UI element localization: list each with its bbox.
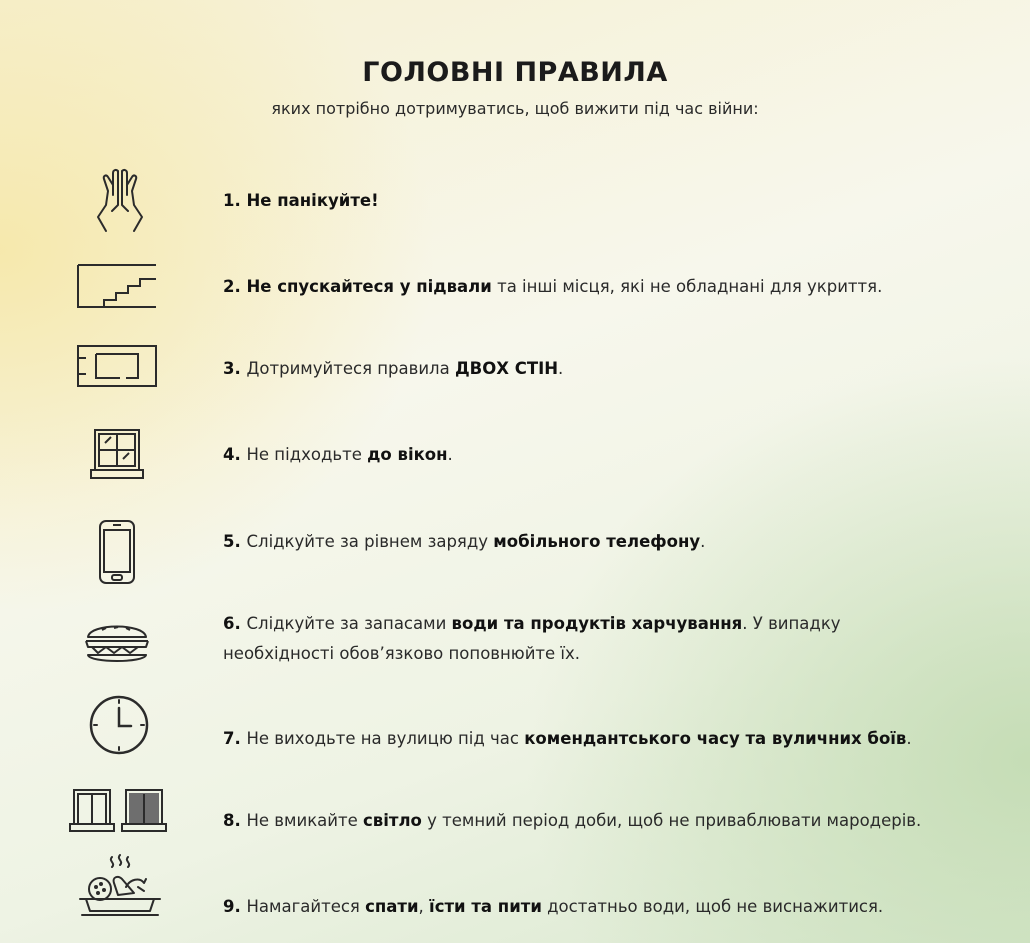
window-icon — [89, 427, 145, 481]
rule-text-bold: 7. — [223, 729, 247, 748]
rule-7 — [223, 724, 1003, 754]
rule-text: Дотримуйтеся правила — [246, 359, 455, 378]
rule-text: . — [906, 729, 912, 748]
rule-text: достатньо води, щоб не виснажитися. — [541, 897, 884, 916]
rule-3 — [223, 354, 1003, 384]
rule-text: , — [418, 897, 430, 916]
rule-text: . — [447, 445, 453, 464]
rule-text-bold: їсти та пити — [429, 897, 542, 916]
rule-text-bold: води та продуктів харчування — [451, 614, 743, 633]
hot-meal-icon — [78, 853, 162, 919]
rule-text-line — [223, 639, 1003, 669]
rule-text-bold: 6. — [223, 614, 247, 633]
rule-text-bold: спати — [365, 897, 419, 916]
rule-text: Намагайтеся — [246, 897, 366, 916]
rule-text-bold: 1. — [223, 191, 247, 210]
page-subtitle: яких потрібно дотримуватись, щоб вижити під час війни: — [271, 99, 759, 118]
mobile-phone-icon — [98, 519, 138, 585]
rule-text-bold: світло — [363, 811, 422, 830]
clock-icon — [88, 694, 150, 756]
rule-text-bold: ДВОХ СТІН — [454, 359, 559, 378]
rule-text-bold: 5. — [223, 532, 247, 551]
rule-text-bold: мобільного телефону — [493, 532, 701, 551]
basement-stairs-icon — [76, 263, 158, 309]
rule-text-bold: Не спускайтеся у підвали — [246, 277, 492, 296]
rule-text: Слідкуйте за рівнем заряду — [246, 532, 494, 551]
rule-text: у темний період доби, щоб не приваблювати мародерів. — [421, 811, 922, 830]
praying-hands-icon — [92, 165, 148, 235]
rule-text: Не підходьте — [246, 445, 368, 464]
light-switch-windows-icon — [68, 787, 168, 833]
rule-text: Не вмикайте — [246, 811, 364, 830]
two-walls-icon — [76, 344, 158, 388]
rule-text-bold: до вікон — [367, 445, 448, 464]
sandwich-icon — [84, 617, 150, 665]
rule-6 — [223, 609, 1003, 669]
rule-text-bold: 8. — [223, 811, 247, 830]
rule-5 — [223, 527, 1003, 557]
rule-text-bold: Не панікуйте! — [246, 191, 379, 210]
rule-text: Не виходьте на вулицю під час — [246, 729, 525, 748]
rule-9 — [223, 892, 1003, 922]
rule-text-bold: комендантського часу та вуличних боїв — [524, 729, 907, 748]
rule-text-line — [223, 609, 1003, 639]
rule-text: та інші місця, які не обладнані для укриття. — [491, 277, 883, 296]
rule-4 — [223, 440, 1003, 470]
rule-text: . — [558, 359, 564, 378]
rule-text-bold: 9. — [223, 897, 247, 916]
rule-text-bold: 4. — [223, 445, 247, 464]
rule-1 — [223, 186, 1003, 216]
rule-text-bold: 3. — [223, 359, 247, 378]
rule-text: Слідкуйте за запасами — [246, 614, 452, 633]
rule-text: необхідності обов’язково поповнюйте їх. — [223, 644, 581, 663]
rule-2 — [223, 272, 1003, 302]
rule-text-bold: 2. — [223, 277, 247, 296]
rule-8 — [223, 806, 1003, 836]
rule-text: . У випадку — [742, 614, 841, 633]
rule-text: . — [700, 532, 706, 551]
page-title: ГОЛОВНІ ПРАВИЛА — [362, 57, 668, 88]
